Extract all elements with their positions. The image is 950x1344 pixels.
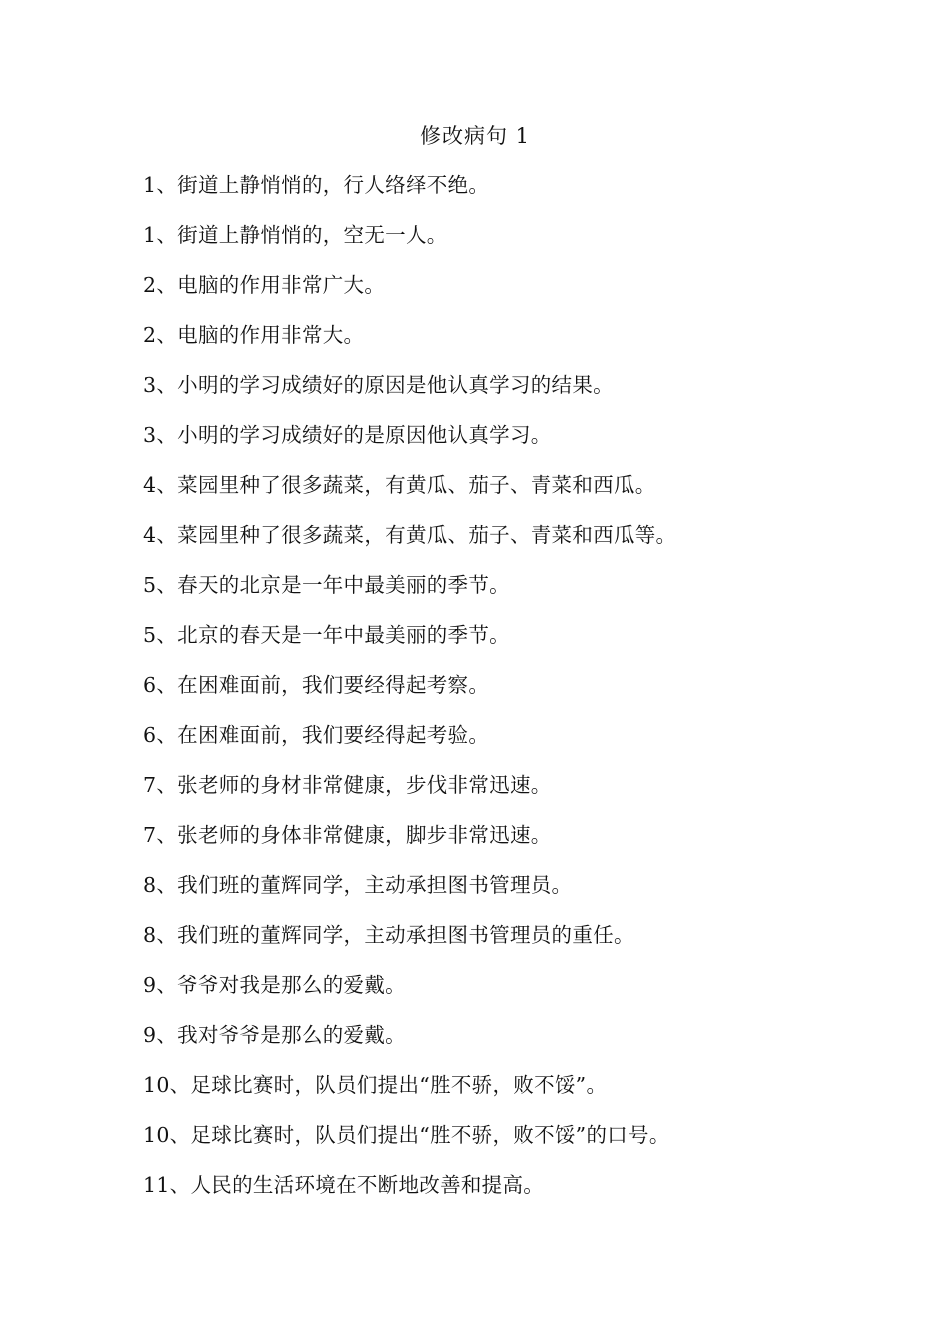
sentence-line: 8、我们班的董辉同学，主动承担图书管理员的重任。	[143, 923, 635, 947]
sentence-line: 9、我对爷爷是那么的爱戴。	[143, 1023, 406, 1047]
sentence-line: 1、街道上静悄悄的，行人络绎不绝。	[143, 173, 490, 197]
sentence-line: 3、小明的学习成绩好的原因是他认真学习的结果。	[143, 373, 614, 397]
sentence-line: 10、足球比赛时，队员们提出“胜不骄，败不馁”的口号。	[143, 1123, 670, 1147]
sentence-line: 10、足球比赛时，队员们提出“胜不骄，败不馁”。	[143, 1073, 608, 1097]
sentence-line: 6、在困难面前，我们要经得起考察。	[143, 673, 490, 697]
sentence-line: 2、电脑的作用非常广大。	[143, 273, 386, 297]
sentence-line: 4、菜园里种了很多蔬菜，有黄瓜、茄子、青菜和西瓜。	[143, 473, 656, 497]
sentence-line: 5、春天的北京是一年中最美丽的季节。	[143, 573, 510, 597]
sentence-line: 3、小明的学习成绩好的是原因他认真学习。	[143, 423, 552, 447]
sentence-line: 6、在困难面前，我们要经得起考验。	[143, 723, 490, 747]
sentence-line: 1、街道上静悄悄的，空无一人。	[143, 223, 448, 247]
sentence-line: 4、菜园里种了很多蔬菜，有黄瓜、茄子、青菜和西瓜等。	[143, 523, 677, 547]
sentence-list	[143, 170, 676, 1220]
document-title: 修改病句 1	[419, 124, 531, 148]
sentence-line: 2、电脑的作用非常大。	[143, 323, 365, 347]
sentence-line: 11、人民的生活环境在不断地改善和提高。	[143, 1173, 545, 1197]
sentence-line: 7、张老师的身材非常健康，步伐非常迅速。	[143, 773, 552, 797]
sentence-line: 8、我们班的董辉同学，主动承担图书管理员。	[143, 873, 573, 897]
sentence-line: 7、张老师的身体非常健康，脚步非常迅速。	[143, 823, 552, 847]
sentence-line: 9、爷爷对我是那么的爱戴。	[143, 973, 406, 997]
sentence-line: 5、北京的春天是一年中最美丽的季节。	[143, 623, 510, 647]
